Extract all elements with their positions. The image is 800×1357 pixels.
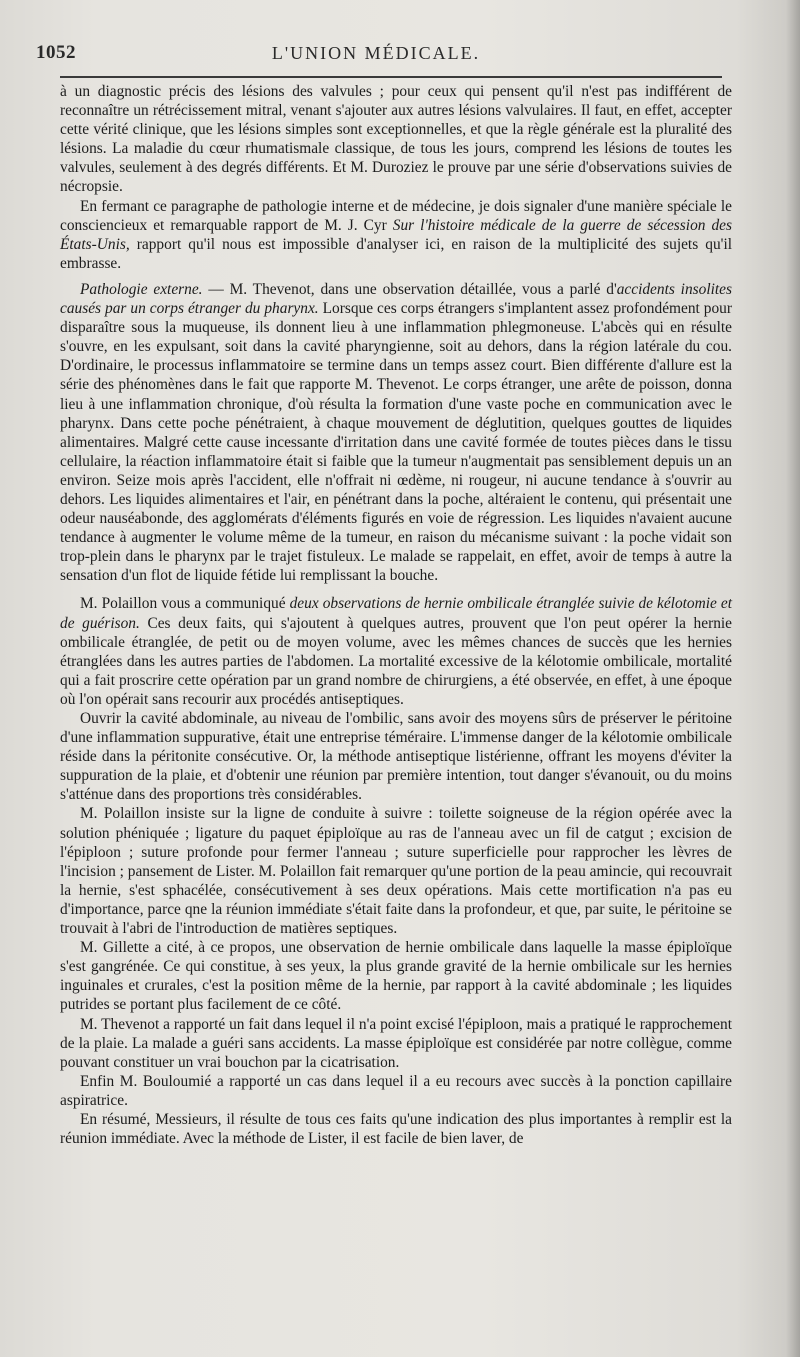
paragraph: [60, 1015, 732, 1072]
italic-text-run: Sur l'histoire médicale de la guerre de sécession des États-Unis,: [60, 216, 732, 253]
italic-text-run: deux observations de hernie ombilicale étranglée suivie de kélotomie et de guérison.: [60, 595, 732, 632]
text-run: à un diagnostic précis des lésions des valvules ; pour ceux qui pensent qu'il n'est pas indifférent de reconnaître un rétrécissement mitral, venant s'ajouter aux autres lésions valvulaires. Il faut, en effet, accepter cette vérité clinique, que les lésions simples sont exceptionnelles, et que la règle générale est la pluralité des lésions. La maladie du cœur rhumatismale classique, de tous les jours, comprend les lésions de toutes les valvules, seulement à des degrés différents. Et M. Duroziez le prouve par une série d'observations suivies de nécropsie.: [60, 83, 732, 196]
text-run: rapport qu'il nous est impossible d'analyser ici, en raison de la multiplicité des sujets qu'il embrasse.: [60, 235, 732, 272]
header-rule: [60, 76, 722, 78]
text-run: Enfin M. Bouloumié a rapporté un cas dans lequel il a eu recours avec succès à la ponction capillaire aspiratrice.: [60, 1072, 732, 1109]
paragraph: [60, 938, 732, 1014]
text-run: M. Polaillon vous a communiqué: [80, 595, 290, 613]
text-run: En résumé, Messieurs, il résulte de tous ces faits qu'une indication des plus importantes à remplir est la réunion immédiate. Avec la méthode de Lister, il est facile de bien laver, de: [60, 1110, 732, 1148]
paragraph: [60, 1110, 732, 1148]
page-header: [36, 42, 716, 66]
text-run: Ouvrir la cavité abdominale, au niveau de l'ombilic, sans avoir des moyens sûrs de préserver le péritoine d'une inflammation suppurative, était une entreprise téméraire. L'immense danger de la kélotomie ombilicale réside dans la péritonite consécutive. Or, la méthode antiseptique listérienne, offrant les moyens d'éviter la suppuration de la plaie, et d'obtenir une réunion par première intention, tout danger s'évanouit, ou du moins s'atténue dans des proportions très considérables.: [60, 710, 732, 804]
page-gutter-shadow: [786, 0, 800, 1357]
text-run: M. Thevenot a rapporté un fait dans lequel il n'a point excisé l'épiploon, mais a pratiqué le rapprochement de la plaie. La malade a guéri sans accidents. La masse épiploïque est considérée par notre collègue, comme pouvant constituer un vrai bouchon par la cicatrisation.: [60, 1015, 732, 1071]
text-run: — M. Thevenot, dans une observation détaillée, vous a parlé d': [202, 280, 617, 298]
text-run: M. Polaillon insiste sur la ligne de conduite à suivre : toilette soigneuse de la région opérée avec la solution phéniquée ; ligature du paquet épiploïque au ras de l'anneau avec un fil de catgut ; excision de l'épiploon ; suture profonde pour fermer l'anneau ; suture superficielle pour rapprocher les lèvres de l'incision ; pansement de Lister. M. Polaillon fait remarquer qu'une portion de la peau amincie, qui recouvrait la hernie, s'est sphacélée, consécutivement à ses deux opérations. Mais cette mortification n'a pas eu d'importance, parce qne la réunion immédiate s'était faite dans la profondeur, et que, par suite, le péritoine se trouvait à l'abri de l'introduction de matières septiques.: [60, 805, 732, 938]
running-head: L'UNION MÉDICALE.: [271, 43, 481, 63]
italic-text-run: accidents insolites causés par un corps étranger du pharynx.: [60, 280, 732, 318]
page-number: 1052: [36, 42, 76, 63]
text-run: Ces deux faits, qui s'ajoutent à quelques autres, prouvent que l'on peut opérer la hernie ombilicale étranglée, de petit ou de moyen volume, avec les mêmes chances de succès que les hernies étranglées dans les autres parties de l'abdomen. La mortalité excessive de la kélotomie ombilicale, mortalité qui a fait proscrire cette opération par un grand nombre de chirurgiens, a été observée, en effet, à une époque où l'on opérait sans recourir aux procédés antiseptiques.: [60, 614, 733, 708]
text-run: M. Gillette a cité, à ce propos, une observation de hernie ombilicale dans laquelle la masse épiploïque s'est gangrénée. Ce qui constitue, à ses yeux, la plus grande gravité de la hernie ombilicale sur les hernies inguinales et crurales, c'est la position même de la hernie, par rapport à la cavité abdominale ; les liquides putrides se portant plus facilement de ce côté.: [60, 939, 732, 1014]
paragraph: [60, 82, 732, 197]
paragraph: [60, 1072, 732, 1110]
text-run: Lorsque ces corps étrangers s'implantent assez profondément pour disparaître sous la muqueuse, ils donnent lieu à une inflammation phlegmoneuse. L'abcès qui en résulte s'ouvre, en les expulsant, soit dans la cavité pharyngienne, soit au dehors, dans la région latérale du cou. D'ordinaire, le processus inflammatoire se termine dans un temps assez court. Bien différente d'allure est la série des phénomènes dans le fait que rapporte M. Thevenot. Le corps étranger, une arête de poisson, donna lieu à une inflammation chronique, d'où résulta la formation d'une vaste poche en communication avec le pharynx. Dans cette poche pénétraient, à chaque mouvement de déglutition, quelques gouttes de liquides alimentaires. Malgré cette cause incessante d'irritation dans une cavité formée de toutes pièces dans le tissu cellulaire, la réaction inflammatoire était si faible que la tumeur n'augmentait pas sensiblement depuis un an environ. Seize mois après l'accident, elle n'offrait ni œdème, ni rougeur, ni aucune tendance à s'ouvrir au dehors. Les liquides alimentaires et l'air, en pénétrant dans la poche, altéraient le contenu, qui présentait une odeur nauséabonde, des agglomérats d'éléments figurés en voie de régression. Les liquides n'avaient aucune tendance à augmenter le volume même de la tumeur, en raison du mécanisme suivant : la poche vidait son trop-plein dans le pharynx par le trajet fistuleux. Le malade se rappelait, en effet, avoir de temps à autre la sensation d'un flot de liquide fétide lui remplissant la bouche.: [60, 300, 733, 585]
paragraph: [60, 197, 732, 273]
text-run: En fermant ce paragraphe de pathologie interne et de médecine, je dois signaler d'une manière spéciale le consciencieux et remarquable rapport de M. J. Cyr: [60, 197, 732, 234]
paragraph: [60, 709, 732, 804]
paragraph: [60, 594, 732, 709]
italic-text-run: Pathologie externe.: [80, 280, 203, 298]
body-text: [60, 82, 732, 1148]
paragraph: [60, 804, 732, 938]
paragraph: [60, 280, 732, 586]
